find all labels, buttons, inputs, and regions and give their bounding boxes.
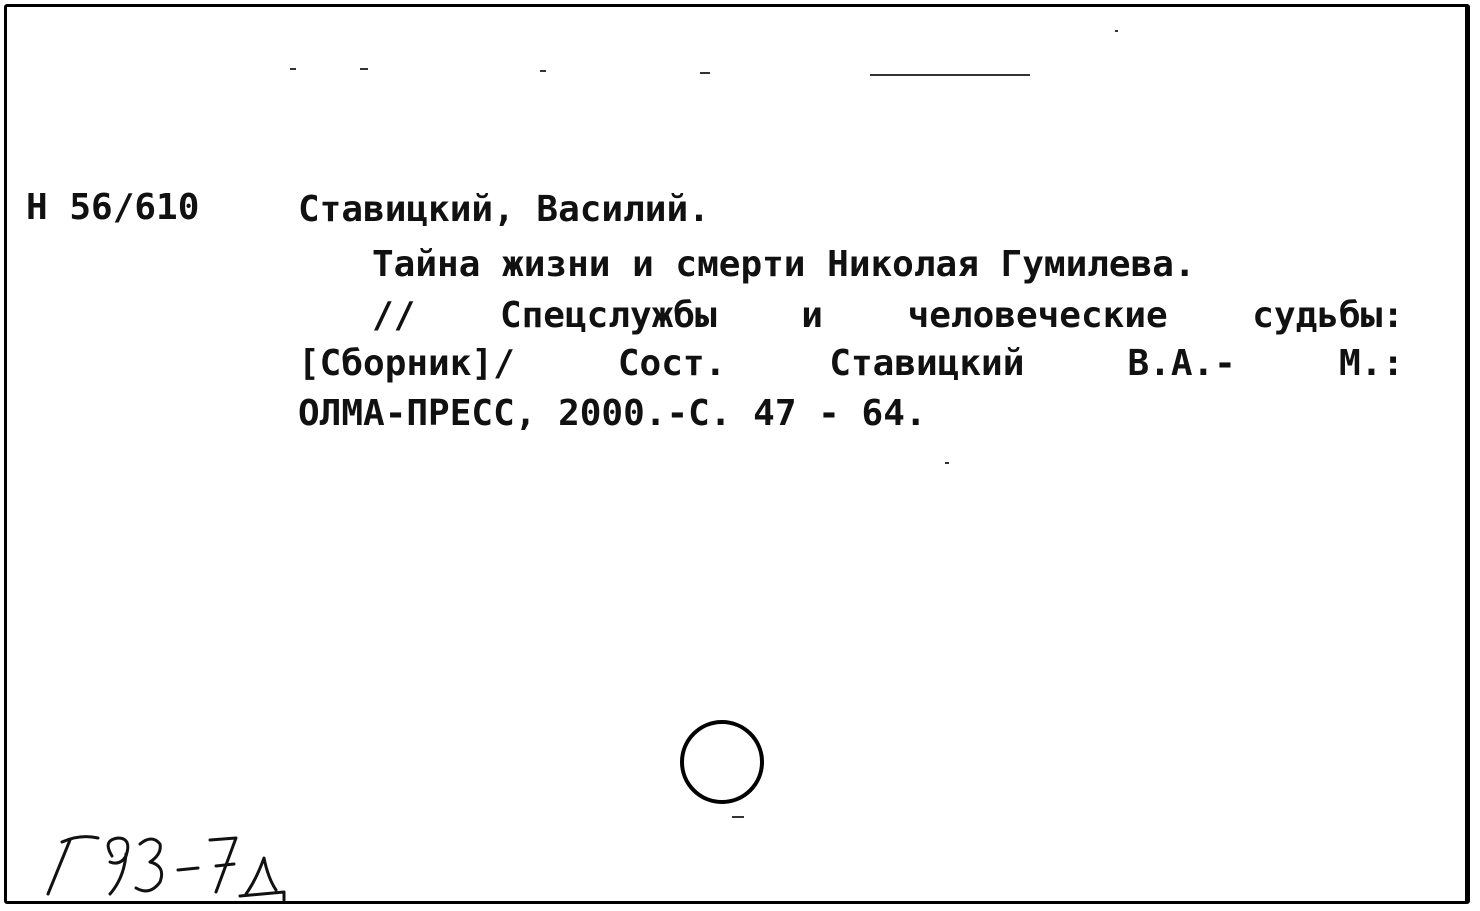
speck: [1115, 30, 1118, 32]
source-word: [Сборник]/: [298, 343, 515, 384]
source-word: человеческие: [907, 295, 1168, 336]
work-title: Тайна жизни и смерти Николая Гумилева.: [372, 244, 1196, 285]
source-word: Ставицкий: [829, 343, 1025, 384]
speck: [700, 72, 710, 74]
source-word: Спецслужбы: [499, 295, 717, 336]
source-line-1: [298, 295, 1404, 336]
source-word: и: [801, 295, 823, 336]
speck: [870, 74, 1030, 76]
author-heading: Ставицкий, Василий.: [298, 189, 710, 230]
speck: [360, 68, 368, 70]
source-word: М.:: [1338, 343, 1404, 384]
source-word: Сост.: [617, 343, 727, 384]
call-number: Н 56/610: [26, 187, 200, 228]
source-line-2: [298, 343, 1404, 384]
source-word: судьбы:: [1252, 295, 1404, 336]
speck: [290, 68, 296, 70]
speck: [945, 462, 949, 464]
speck: [540, 70, 546, 72]
punch-hole: [680, 720, 764, 804]
handwritten-note: [40, 826, 300, 906]
speck: [732, 816, 744, 818]
publisher-line: ОЛМА-ПРЕСС, 2000.-С. 47 - 64.: [298, 393, 927, 434]
source-word: //: [372, 295, 416, 336]
source-word: В.А.-: [1127, 343, 1236, 384]
